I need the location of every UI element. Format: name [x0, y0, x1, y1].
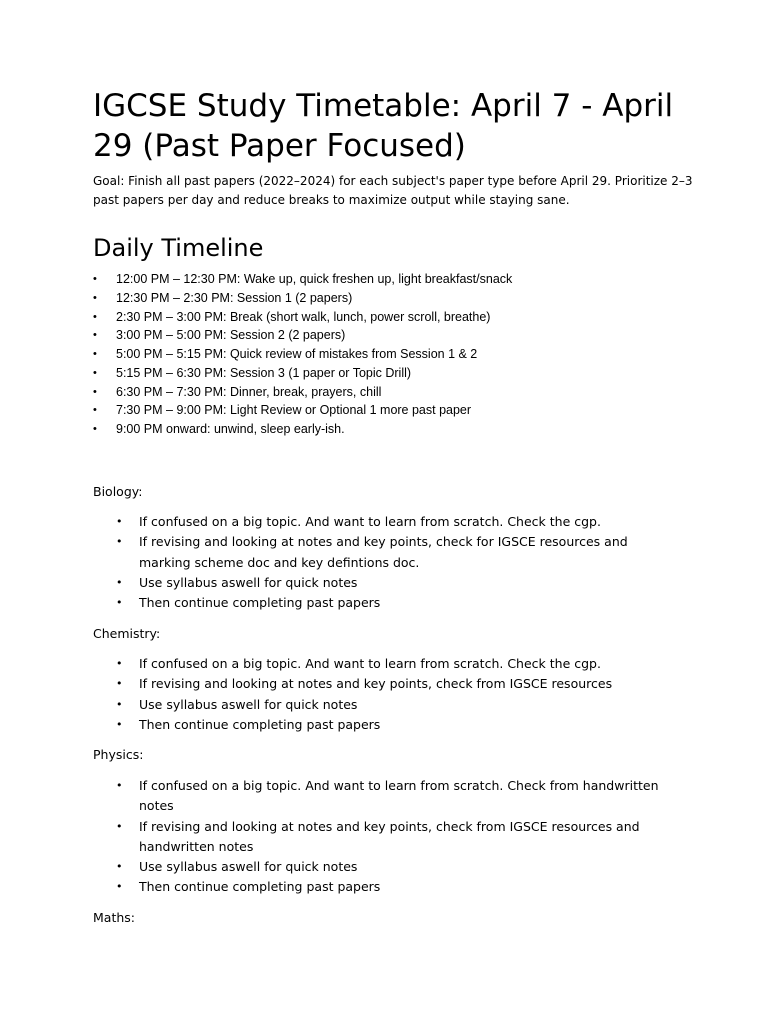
list-item-text: If revising and looking at notes and key points, check from IGSCE resources	[139, 676, 613, 692]
bullet-icon: •	[116, 515, 123, 528]
timeline-entry: 6:30 PM – 7:30 PM: Dinner, break, prayers, chill	[116, 384, 382, 399]
timeline-entry: 3:00 PM – 5:00 PM: Session 2 (2 papers)	[116, 328, 346, 343]
subject-heading-chemistry: Chemistry:	[93, 626, 161, 641]
bullet-icon: •	[93, 366, 97, 379]
bullet-icon: •	[116, 819, 123, 833]
list-item-text: Use syllabus aswell for quick notes	[139, 859, 358, 875]
bullet-icon: •	[93, 273, 97, 285]
timeline-entry: 9:00 PM onward: unwind, sleep early-ish.	[116, 422, 345, 436]
bullet-icon: •	[93, 423, 97, 435]
timeline-entry: 12:30 PM – 2:30 PM: Session 1 (2 papers)	[116, 290, 353, 305]
bullet-icon: •	[93, 348, 97, 360]
list-item-text: Then continue completing past papers	[139, 595, 381, 611]
bullet-icon: •	[116, 880, 123, 894]
bullet-icon: •	[116, 657, 123, 670]
list-item	[93, 512, 673, 532]
chemistry-list	[93, 654, 673, 735]
list-item	[93, 364, 693, 383]
bullet-icon: •	[116, 860, 123, 874]
list-item	[93, 695, 673, 715]
list-item-text: If confused on a big topic. And want to learn from scratch. Check the cgp.	[139, 514, 601, 529]
list-item	[93, 674, 673, 694]
list-item-text: Use syllabus aswell for quick notes	[139, 574, 358, 590]
list-item	[93, 383, 693, 402]
list-item	[93, 289, 693, 308]
timeline-heading: Daily Timeline	[93, 234, 264, 262]
list-item-text: If revising and looking at notes and key points, check from IGSCE resources and handwritten notes	[139, 818, 640, 854]
list-item	[93, 817, 673, 858]
list-item-text: If revising and looking at notes and key points, check for IGSCE resources and marking scheme doc and key defintions doc.	[139, 534, 628, 570]
subject-heading-biology: Biology:	[93, 484, 143, 499]
list-item	[93, 270, 693, 289]
list-item	[93, 857, 673, 877]
list-item	[93, 326, 693, 345]
list-item	[93, 877, 673, 897]
bullet-icon: •	[93, 385, 97, 398]
list-item	[93, 420, 693, 439]
physics-list	[93, 776, 673, 898]
list-item-text: Use syllabus aswell for quick notes	[139, 696, 358, 712]
list-item	[93, 654, 673, 674]
list-item-text: Then continue completing past papers	[139, 879, 381, 895]
bullet-icon: •	[93, 329, 97, 342]
list-item-text: If confused on a big topic. And want to learn from scratch. Check from handwritten notes	[139, 778, 659, 814]
daily-timeline-list	[93, 270, 693, 439]
list-item	[93, 593, 673, 613]
bullet-icon: •	[93, 404, 97, 417]
document-title: IGCSE Study Timetable: April 7 - April 29 (Past Paper Focused)	[93, 88, 674, 164]
subject-heading-physics: Physics:	[93, 747, 144, 762]
bullet-icon: •	[93, 291, 97, 304]
bullet-icon: •	[116, 717, 123, 731]
list-item-text: Then continue completing past papers	[139, 716, 381, 732]
bullet-icon: •	[93, 310, 97, 323]
list-item	[93, 345, 693, 364]
subject-heading-maths: Maths:	[93, 910, 135, 925]
bullet-icon: •	[116, 677, 123, 691]
list-item	[93, 573, 673, 593]
timeline-entry: 12:00 PM – 12:30 PM: Wake up, quick freshen up, light breakfast/snack	[116, 272, 513, 286]
timeline-entry: 5:15 PM – 6:30 PM: Session 3 (1 paper or Topic Drill)	[116, 365, 412, 380]
bullet-icon: •	[116, 779, 123, 792]
biology-list	[93, 512, 673, 613]
bullet-icon: •	[116, 575, 123, 589]
bullet-icon: •	[116, 596, 123, 610]
goal-paragraph: Goal: Finish all past papers (2022–2024) for each subject's paper type before April 29. Prioritize 2–3 past papers per day and reduce breaks to maximize output while staying sane.	[93, 174, 693, 207]
list-item	[93, 401, 693, 420]
list-item	[93, 308, 693, 327]
list-item-text: If confused on a big topic. And want to learn from scratch. Check the cgp.	[139, 656, 601, 671]
bullet-icon: •	[116, 535, 123, 549]
timeline-entry: 5:00 PM – 5:15 PM: Quick review of mistakes from Session 1 & 2	[116, 347, 478, 361]
list-item	[93, 715, 673, 735]
list-item	[93, 532, 673, 573]
list-item	[93, 776, 673, 817]
bullet-icon: •	[116, 697, 123, 711]
timeline-entry: 7:30 PM – 9:00 PM: Light Review or Optional 1 more past paper	[116, 403, 472, 418]
timeline-entry: 2:30 PM – 3:00 PM: Break (short walk, lunch, power scroll, breathe)	[116, 309, 491, 324]
